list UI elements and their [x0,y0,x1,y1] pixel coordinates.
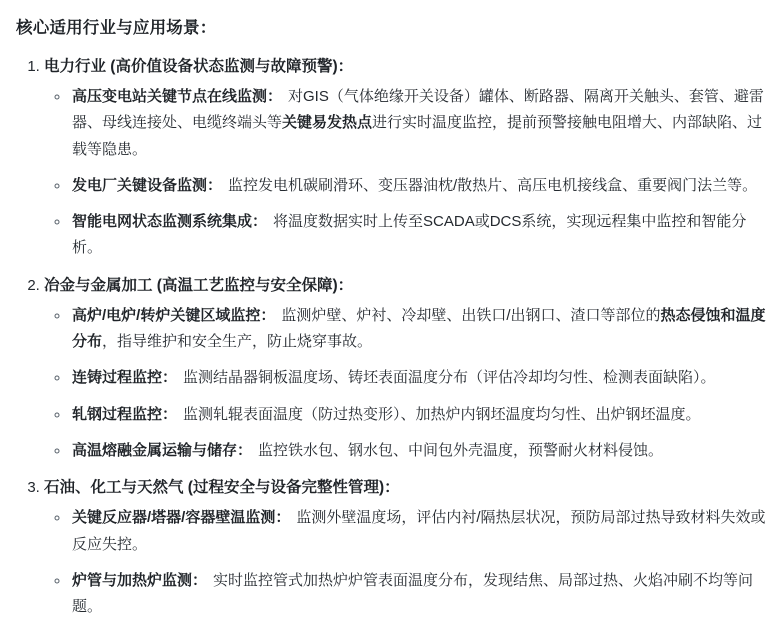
scenario-text: 将温度数据实时上传至SCADA或DCS系统，实现远程集中监控和智能分析。 [72,213,747,257]
list-item [44,53,767,262]
section-heading: 石油、化工与天然气 (过程安全与设备完整性管理)： [44,479,400,497]
scenario-text-tail: ，指导维护和安全生产，防止烧穿事故。 [102,333,373,351]
scenario-text: 监测外壁温度场，评估内衬/隔热层状况，预防局部过热导致材料失效或反应失控。 [72,509,766,553]
scenario-label: 关键反应器/塔器/容器壁温监测： [72,509,291,527]
list-item [70,568,767,621]
industry-list [14,53,767,621]
scenario-label: 高炉/电炉/转炉关键区域监控： [72,306,276,324]
list-item [70,365,767,391]
scenario-text: 监测结晶器铜板温度场、铸坯表面温度分布（评估冷却均匀性、检测表面缺陷）。 [183,369,716,387]
section-heading: 电力行业 (高价值设备状态监测与故障预警)： [44,57,354,75]
scenario-text: 实时监控管式加热炉炉管表面温度分布，发现结焦、局部过热、火焰冲刷不均等问题。 [72,571,754,616]
scenario-text: 监控铁水包、钢水包、中间包外壳温度，预警耐火材料侵蚀。 [258,441,664,459]
list-item [44,272,767,465]
list-item [70,209,767,262]
scenario-label: 智能电网状态监测系统集成： [72,213,268,231]
scenario-list [44,84,767,262]
section-heading: 冶金与金属加工 (高温工艺监控与安全保障)： [44,276,354,294]
list-item [70,402,767,428]
scenario-text: 监测炉壁、炉衬、冷却壁、出铁口/出钢口、渣口等部位的 [281,306,661,324]
scenario-text: 对GIS（气体绝缘开关设备）罐体、断路器、隔离开关触头、套管、避雷器、母线连接处、电缆终端头等 [72,88,764,132]
list-item [70,505,767,558]
scenario-emphasis: 关键易发热点 [282,114,373,132]
scenario-label: 轧钢过程监控： [72,405,178,423]
scenario-label: 高温熔融金属运输与储存： [72,441,253,459]
scenario-text: 监控发电机碳刷滑环、变压器油枕/散热片、高压电机接线盒、重要阀门法兰等。 [228,176,758,194]
list-item [70,303,767,356]
scenario-list [44,505,767,620]
scenario-label: 连铸过程监控： [72,369,178,387]
scenario-emphasis: 热态侵蚀和温度分布 [72,306,766,351]
scenario-label: 高压变电站关键节点在线监测： [72,88,283,106]
list-item [70,84,767,163]
scenario-label: 炉管与加热炉监测： [72,571,208,589]
scenario-list [44,303,767,464]
scenario-label: 发电厂关键设备监测： [72,176,223,194]
list-item [44,474,767,620]
list-item [70,173,767,199]
scenario-text-tail: 进行实时温度监控，提前预警接触电阻增大、内部缺陷、过载等隐患。 [72,114,763,158]
scenario-text: 监测轧辊表面温度（防过热变形）、加热炉内钢坯温度均匀性、出炉钢坯温度。 [183,405,701,423]
page-title: 核心适用行业与应用场景： [16,19,217,37]
list-item [70,438,767,464]
